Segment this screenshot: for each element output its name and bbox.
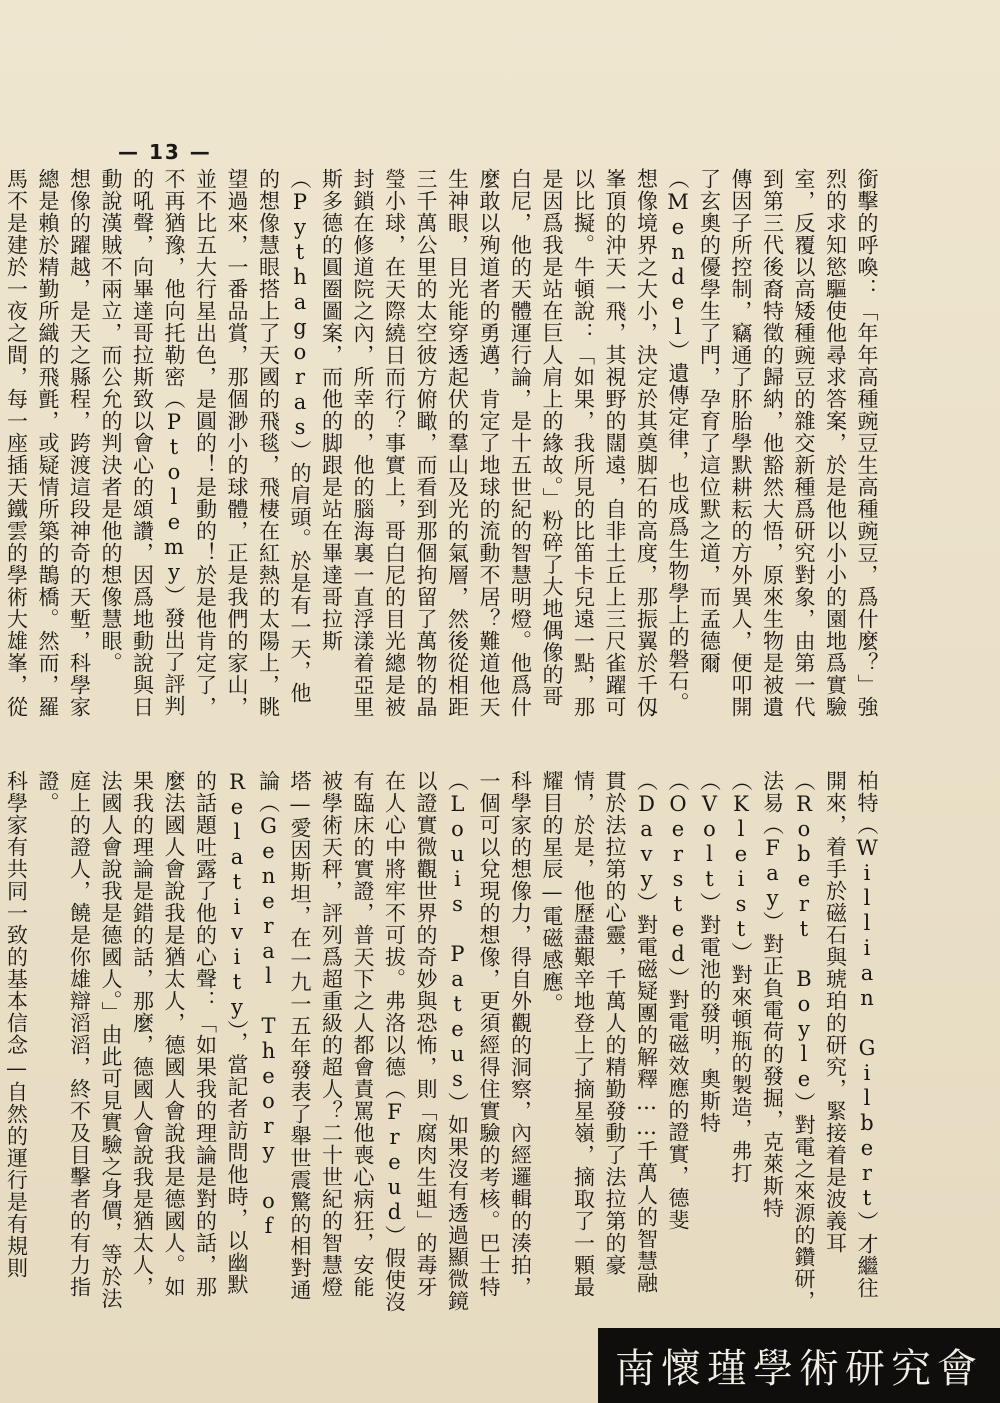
institute-stamp: 南懷瑾學術研究會 (598, 1328, 1000, 1403)
article-text-top: 銜擊的呼喚：「年年高種豌豆生高種豌豆，爲什麼？」強烈的求知慾驅使他尋求答案，於是他以小小的園地爲實驗室，反覆以高矮種豌豆的雜交新種爲研究對象，由第一代到第三代後裔特徵的歸納，他豁然大悟，原來生物是被遺傳因子所控制，竊通了肧胎學默耕耘的方外異人，便叩開了玄奧的優學生了門，孕育了這位默之道，而孟德爾（Mendel）遺傳定律，也成爲生物學上的磐石。 想像境界之大小，決定於其奠脚石的高度，那振翼於千仭峯頂的沖天一飛，其視野的闊遠，自非土丘上三尺雀躍可以比擬。牛頓說：「如果，我所見的比笛卡兒遠一點，那是因爲我是站在巨人肩上的緣故。」粉碎了大地偶像的哥白尼，他的天體運行論，是十五世紀的智慧明燈。他爲什麼敢以殉道者的勇邁，肯定了地球的流動不居？難道他天生神眼，目光能穿透起伏的羣山及光的氣層，然後從相距三千萬公里的太空彼方俯瞰，而看到那個拘留了萬物的晶瑩小球，在天際繞日而行？事實上，哥白尼的目光總是被封鎖在修道院之內，所幸的，他的腦海裏一直浮漾着亞里斯多德的圓圈圖案，而他的脚跟是站在畢達哥拉斯（Pythagoras）的肩頭。於是有一天，他的想像慧眼搭上了天國的飛毯，飛棲在紅熱的太陽上，眺望過來，一番品賞，那個渺小的球體，正是我們的家山，並不比五大行星出色，是圓的！是動的！於是他肯定了，不再猶豫，他向托勒密（Ptolemy）發出了評判的吼聲，向畢達哥拉斯致以會心的頌讚，因爲地動說與日動說漢賊不兩立，而公允的判決者是他的想像慧眼。 想像的躍越，是天之縣程，跨渡這段神奇的天塹，科學家總是賴於精勤所織的飛氈，或疑情所築的鵲橋。然而，羅馬不是建於一夜之間，每一座插天鐵雲的學術大雄峯，從 (4, 168, 879, 718)
article-text-bottom: 柏特（Willian Gilbert）才繼往開來，着手於磁石與琥珀的研究，緊接着是波義耳（Robert Boyle）對電之來源的鑽研，法易（Fay）對正負電荷的發掘，克萊斯特（Kleist）對來頓瓶的製造，弗打（Volt）對電池的發明，奧斯特（Oersted）對電磁效應的證實，德斐（Davy）對電磁疑團的解釋……千萬人的智慧融貫於法拉第的心靈，千萬人的精勤發動了法拉第的豪情，於是，他歷盡艱辛地登上了摘星嶺，摘取了一顆最耀目的星辰—電磁感應。 科學家的想像力，得自外觀的洞察，內經邏輯的湊拍，一個可以兌現的想像，更須經得住實驗的考核。巴士特（Louis Pateus）如果沒有透過顯微鏡以證實微觀世界的奇妙與恐怖，則「腐肉生蛆」的毒牙在人心中將牢不可拔。弗洛以德（Freud）假使沒有臨床的實證，普天下之人都會責罵他喪心病狂，安能被學術天秤，評列爲超重級的超人？二十世紀的智慧燈塔—愛因斯坦，在一九一五年發表了舉世震驚的相對通論（General Theory of Relativity），當記者訪問他時，以幽默的話題吐露了他的心聲：「如果我的理論是對的話，那麼法國人會說我是猶太人，德國人會說我是德國人。如果我的理論是錯的話，那麼，德國人會說我是猶太人，法國人會說我是德國人。」由此可見實驗之身價，等於法庭上的證人，饒是你雄辯滔滔，終不及目擊者的有力指證。 科學家有共同一致的基本信念—自然的運行是有規則 (4, 770, 879, 1313)
page-number: — 13 — (118, 140, 212, 164)
